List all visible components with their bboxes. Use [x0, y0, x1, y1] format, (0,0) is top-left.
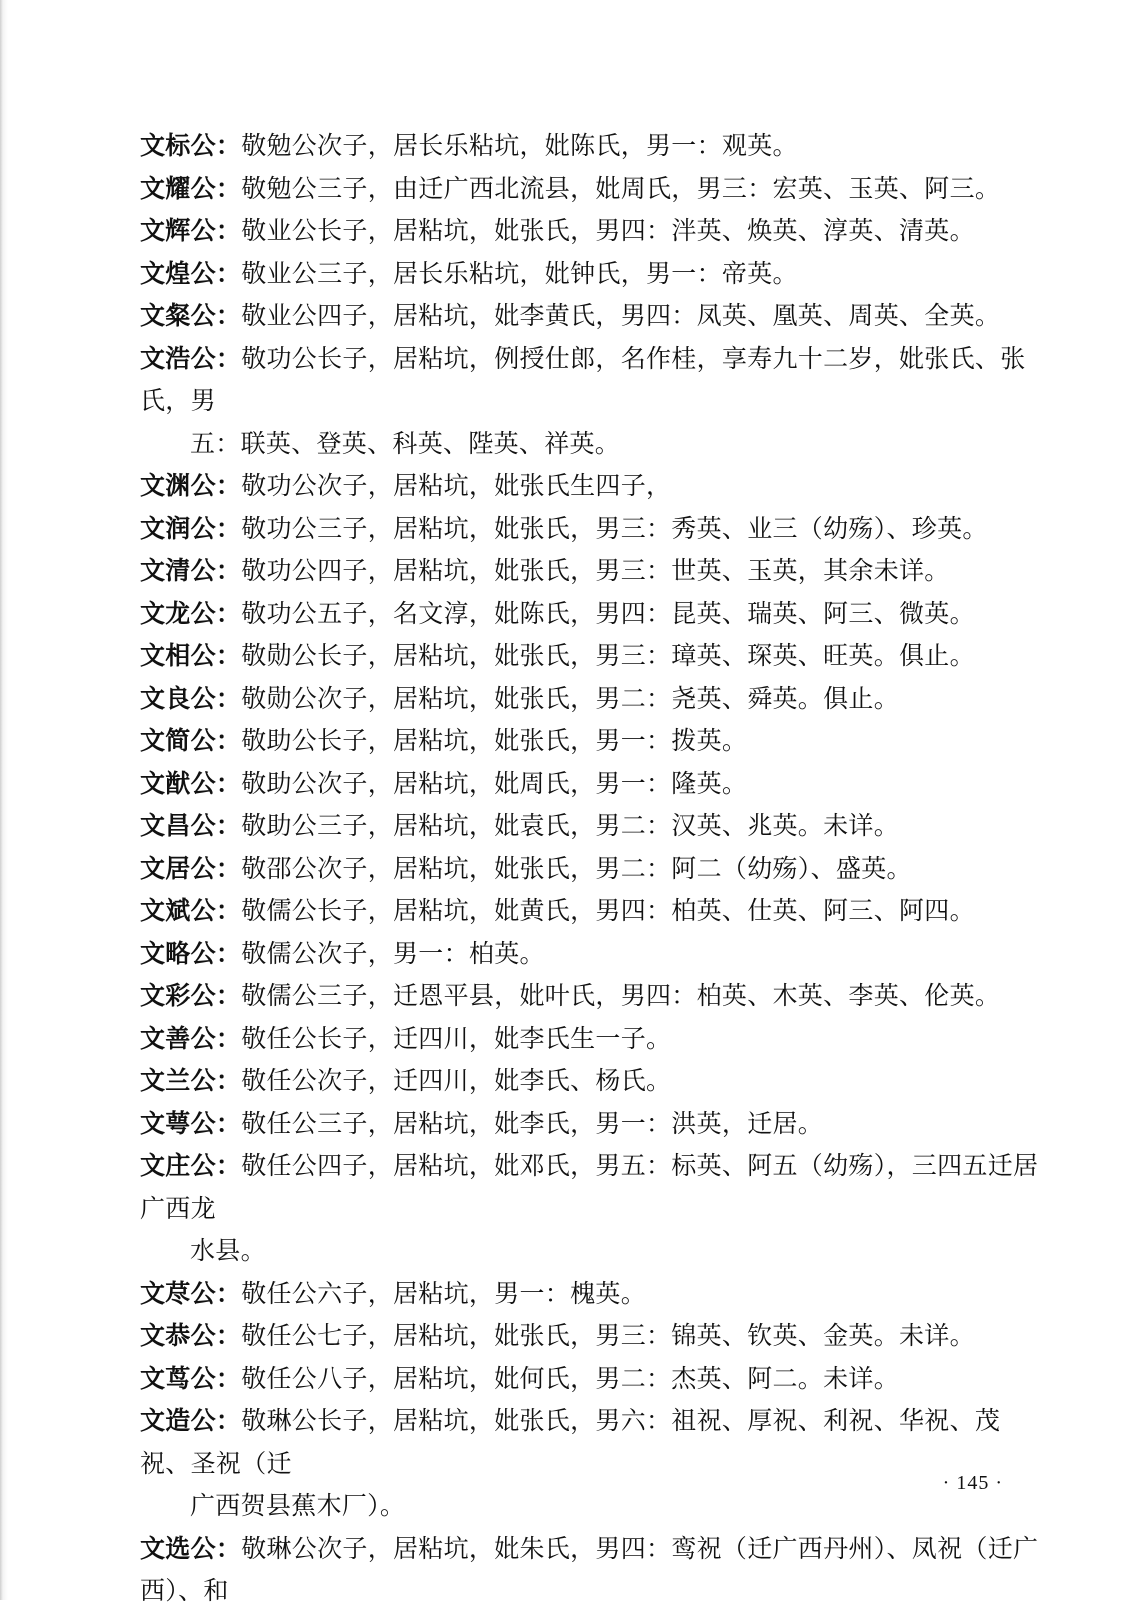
entry-text: 敬儒公长子，居粘坑，妣黄氏，男四：柏英、仕英、阿三、阿四。: [241, 896, 975, 925]
genealogy-entry: [140, 1103, 1040, 1146]
page-number: · 145 ·: [942, 1472, 1003, 1494]
entry-name: 文粲公：: [140, 301, 242, 330]
entry-text: 敬任公长子，迁四川，妣李氏生一子。: [241, 1023, 672, 1053]
entry-name: 文兰公：: [140, 1066, 242, 1095]
entry-name: 文清公：: [140, 556, 242, 585]
entry-name: 文渊公：: [140, 471, 242, 500]
entry-name: 文昌公：: [140, 811, 242, 840]
entry-text: 敬业公三子，居长乐粘坑，妣钟氏，男一：帝英。: [241, 258, 798, 288]
entry-text: 敬功公长子，居粘坑，例授仕郎，名作桂，享寿九十二岁，妣张氏、张氏，男: [140, 343, 1026, 415]
entry-name: 文略公：: [140, 938, 242, 968]
genealogy-entry: [140, 975, 1040, 1018]
genealogy-entry: [140, 933, 1040, 976]
entry-text: 敬功公次子，居粘坑，妣张氏生四子，: [241, 471, 672, 500]
genealogy-entry: [140, 1273, 1040, 1316]
entry-name: 文猷公：: [140, 768, 242, 798]
entry-text: 敬业公长子，居粘坑，妣张氏，男四：泮英、焕英、淳英、清英。: [241, 216, 975, 245]
entry-name: 文浩公：: [140, 343, 242, 373]
entry-text: 敬功公五子，名文淳，妣陈氏，男四：昆英、瑞英、阿三、微英。: [241, 598, 975, 628]
genealogy-entry: [140, 253, 1040, 296]
entry-name: 文庄公：: [140, 1151, 242, 1180]
genealogy-entry: [140, 125, 1040, 168]
entry-name: 文辉公：: [140, 216, 242, 245]
entry-text: 敬功公四子，居粘坑，妣张氏，男三：世英、玉英，其余未详。: [241, 556, 950, 585]
genealogy-entry: [140, 805, 1040, 848]
entry-text: 敬任公六子，居粘坑，男一：槐英。: [241, 1278, 647, 1308]
entry-text: 敬助公次子，居粘坑，妣周氏，男一：隆英。: [241, 768, 748, 798]
entry-name: 文彩公：: [140, 981, 242, 1010]
entry-name: 文简公：: [140, 726, 242, 755]
entry-text: 敬儒公次子，男一：柏英。: [241, 938, 545, 968]
entry-continuation: 水县。: [190, 1236, 266, 1265]
entry-text: 敬业公四子，居粘坑，妣李黄氏，男四：凤英、凰英、周英、全英。: [241, 301, 1001, 330]
entry-name: 文荩公：: [140, 1278, 242, 1308]
genealogy-entry: [140, 295, 1040, 338]
entry-name: 文煌公：: [140, 258, 242, 288]
entry-text: 敬助公三子，居粘坑，妣袁氏，男二：汉英、兆英。未详。: [241, 811, 900, 840]
genealogy-entry: [140, 168, 1040, 211]
genealogy-entries: [140, 125, 1040, 1613]
genealogy-entry: [140, 338, 1040, 466]
entry-text: 敬任公次子，迁四川，妣李氏、杨氏。: [241, 1066, 672, 1095]
entry-text: 敬功公三子，居粘坑，妣张氏，男三：秀英、业三（幼殇）、珍英。: [241, 513, 988, 543]
entry-name: 文良公：: [140, 683, 242, 713]
entry-text: 敬勉公三子，由迁广西北流县，妣周氏，男三：宏英、玉英、阿三。: [241, 173, 1001, 203]
entry-text: 敬任公四子，居粘坑，妣邓氏，男五：标英、阿五（幼殇），三四五迁居广西龙: [140, 1151, 1039, 1223]
genealogy-entry: [140, 1145, 1040, 1273]
genealogy-entry: [140, 763, 1040, 806]
entry-name: 文造公：: [140, 1406, 242, 1435]
genealogy-entry: [140, 1060, 1040, 1103]
entry-text: 敬勉公次子，居长乐粘坑，妣陈氏，男一：观英。: [241, 131, 798, 160]
entry-continuation: 五：联英、登英、科英、陛英、祥英。: [190, 428, 621, 458]
entry-name: 文茑公：: [140, 1363, 242, 1393]
entry-text: 敬邵公次子，居粘坑，妣张氏，男二：阿二（幼殇）、盛英。: [241, 853, 912, 883]
entry-name: 文善公：: [140, 1023, 242, 1053]
genealogy-entry: [140, 1400, 1040, 1528]
genealogy-entry: [140, 1315, 1040, 1358]
entry-name: 文龙公：: [140, 598, 242, 628]
entry-name: 文恭公：: [140, 1321, 242, 1350]
entry-name: 文居公：: [140, 853, 242, 883]
entry-name: 文耀公：: [140, 173, 242, 203]
entry-name: 文萼公：: [140, 1108, 242, 1138]
genealogy-entry: [140, 593, 1040, 636]
genealogy-entry: [140, 210, 1040, 253]
entry-text: 敬任公三子，居粘坑，妣李氏，男一：洪英，迁居。: [241, 1108, 824, 1138]
entry-name: 文选公：: [140, 1533, 242, 1563]
entry-name: 文标公：: [140, 131, 242, 160]
entry-text: 敬任公八子，居粘坑，妣何氏，男二：杰英、阿二。未详。: [241, 1363, 900, 1393]
genealogy-entry: [140, 720, 1040, 763]
genealogy-entry: [140, 1018, 1040, 1061]
entry-text: 敬琳公次子，居粘坑，妣朱氏，男四：鸾祝（迁广西丹州）、凤祝（迁广西）、和: [140, 1533, 1039, 1605]
entry-text: 敬琳公长子，居粘坑，妣张氏，男六：祖祝、厚祝、利祝、华祝、茂祝、圣祝（迁: [140, 1406, 1001, 1478]
genealogy-entry: [140, 465, 1040, 508]
genealogy-entry: [140, 550, 1040, 593]
genealogy-entry: [140, 848, 1040, 891]
entry-text: 敬助公长子，居粘坑，妣张氏，男一：拨英。: [241, 726, 748, 755]
entry-text: 敬勋公长子，居粘坑，妣张氏，男三：璋英、琛英、旺英。俱止。: [241, 641, 975, 670]
entry-text: 敬勋公次子，居粘坑，妣张氏，男二：尧英、舜英。俱止。: [241, 683, 900, 713]
entry-text: 敬儒公三子，迁恩平县，妣叶氏，男四：柏英、木英、李英、伦英。: [241, 981, 1001, 1010]
genealogy-entry: [140, 1358, 1040, 1401]
entry-continuation: 广西贺县蕉木厂）。: [190, 1491, 406, 1520]
genealogy-entry: [140, 890, 1040, 933]
genealogy-entry: [140, 635, 1040, 678]
entry-name: 文润公：: [140, 513, 242, 543]
entry-name: 文相公：: [140, 641, 242, 670]
genealogy-entry: [140, 508, 1040, 551]
genealogy-entry: [140, 678, 1040, 721]
entry-name: 文斌公：: [140, 896, 242, 925]
entry-text: 敬任公七子，居粘坑，妣张氏，男三：锦英、钦英、金英。未详。: [241, 1321, 975, 1350]
